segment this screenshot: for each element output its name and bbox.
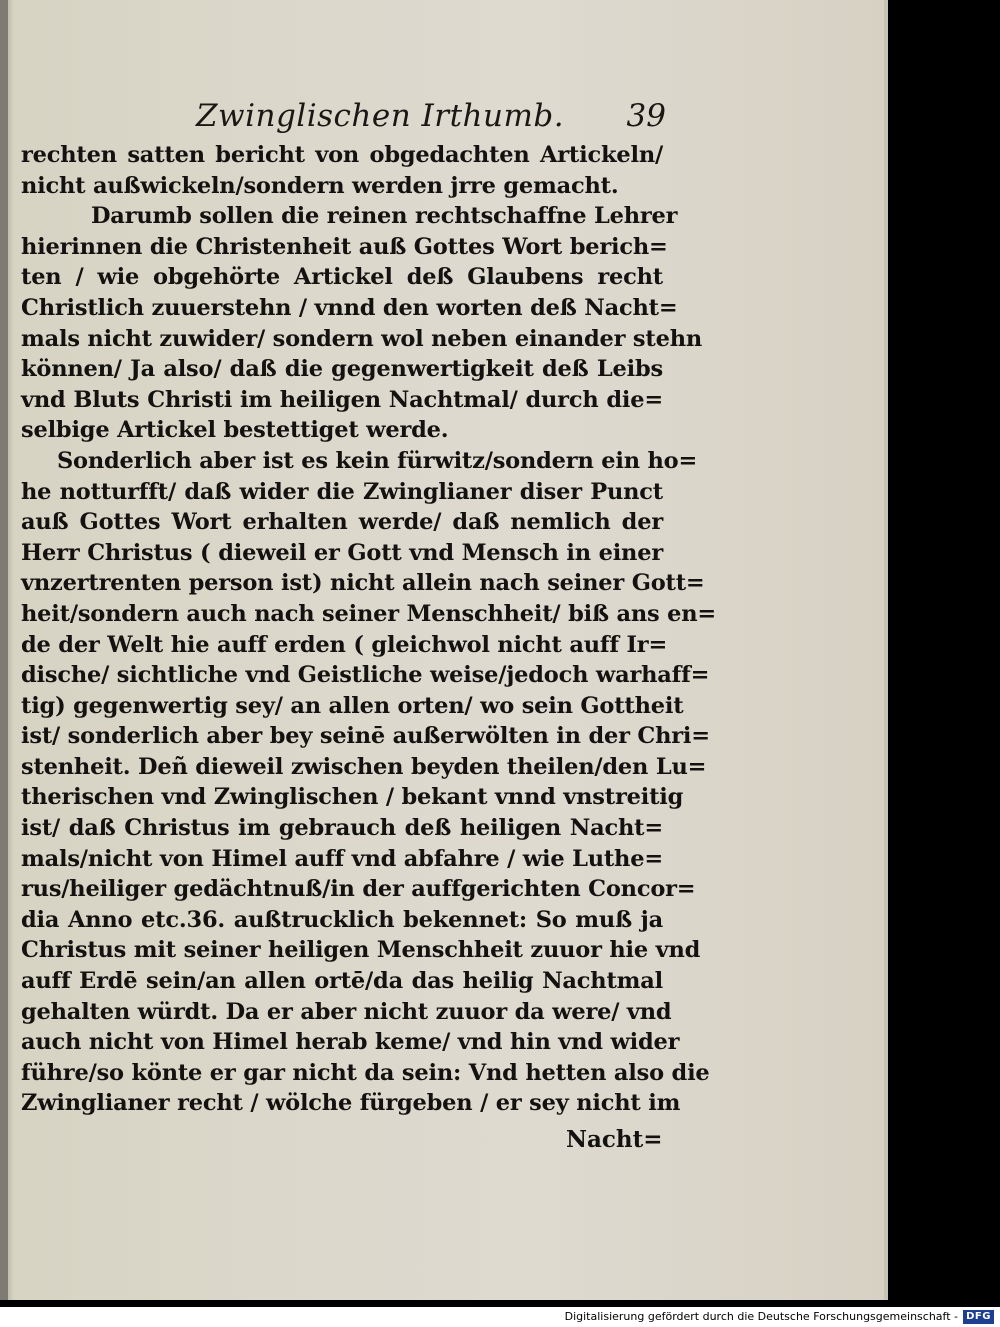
text-line: heit/sondern auch nach seiner Menschheit/ biß ans en= [21, 600, 717, 627]
text-line: dia Anno etc.36. außtrucklich bekennet: So muß ja [21, 906, 663, 933]
text-line: de der Welt hie auff erden ( gleichwol nicht auff Ir= [21, 631, 668, 658]
text-line: rechten satten bericht von obgedachten Artickeln/ [21, 142, 663, 168]
text-line: gehalten würdt. Da er aber nicht zuuor da were/ vnd [21, 998, 672, 1025]
text-line: ten / wie obgehörte Artickel deß Glaubens recht [21, 264, 663, 291]
body-text [21, 140, 717, 1119]
text-line: Zwinglianer recht / wölche fürgeben / er sey nicht im [21, 1090, 681, 1117]
text-line: therischen vnd Zwinglischen / bekant vnnd vnstreitig [21, 784, 684, 811]
text-line: Herr Christus ( dieweil er Gott vnd Mensch in einer [21, 539, 663, 566]
text-line: Sonderlich aber ist es kein fürwitz/sondern ein ho= [57, 447, 698, 474]
text-line: rus/heiliger gedächtnuß/in der auffgerichten Concor= [21, 876, 696, 903]
text-line: Christlich zuuerstehn / vnnd den worten deß Nacht= [21, 294, 678, 321]
text-line: mals/nicht von Himel auff vnd abfahre / wie Luthe= [21, 845, 663, 872]
text-line: Christus mit seiner heiligen Menschheit zuuor hie vnd [21, 937, 701, 964]
text-line: Darumb sollen die reinen rechtschaffne Lehrer [91, 203, 678, 230]
text-line: hierinnen die Christenheit auß Gottes Wort berich= [21, 233, 668, 260]
text-line: führe/so könte er gar nicht da sein: Vnd hetten also die [21, 1059, 710, 1086]
text-line: nicht außwickeln/sondern werden jrre gemacht. [21, 172, 619, 199]
text-line: auß Gottes Wort erhalten werde/ daß nemlich der [21, 509, 663, 536]
text-line: mals nicht zuwider/ sondern wol neben einander stehn [21, 325, 703, 352]
text-line: dische/ sichtliche vnd Geistliche weise/jedoch warhaff= [21, 662, 710, 689]
footer-credit-bar [0, 1307, 1000, 1327]
dfg-logo: DFG [963, 1310, 994, 1324]
text-line: ist/ sonderlich aber bey seinē außerwölten in der Chri= [21, 723, 710, 750]
catchword: Nacht= [566, 1126, 663, 1153]
page-header [196, 98, 666, 142]
running-title: Zwinglischen Irthumb. [196, 98, 565, 134]
text-line: stenheit. Deñ dieweil zwischen beyden theilen/den Lu= [21, 753, 707, 780]
text-line: ist/ daß Christus im gebrauch deß heiligen Nacht= [21, 815, 663, 842]
text-line: vnzertrenten person ist) nicht allein nach seiner Gott= [21, 570, 705, 597]
text-line: vnd Bluts Christi im heiligen Nachtmal/ durch die= [21, 386, 663, 413]
funding-credit-text: Digitalisierung gefördert durch die Deutsche Forschungsgemeinschaft - [564, 1310, 958, 1323]
text-line: tig) gegenwertig sey/ an allen orten/ wo sein Gottheit [21, 692, 684, 719]
text-line: können/ Ja also/ daß die gegenwertigkeit deß Leibs [21, 356, 663, 383]
text-line: he notturfft/ daß wider die Zwinglianer diser Punct [21, 478, 663, 505]
text-line: auch nicht von Himel herab keme/ vnd hin vnd wider [21, 1029, 680, 1056]
page-number: 39 [626, 98, 666, 134]
text-line: selbige Artickel bestettiget werde. [21, 417, 449, 444]
text-line: auff Erdē sein/an allen ortē/da das heilig Nachtmal [21, 968, 663, 995]
